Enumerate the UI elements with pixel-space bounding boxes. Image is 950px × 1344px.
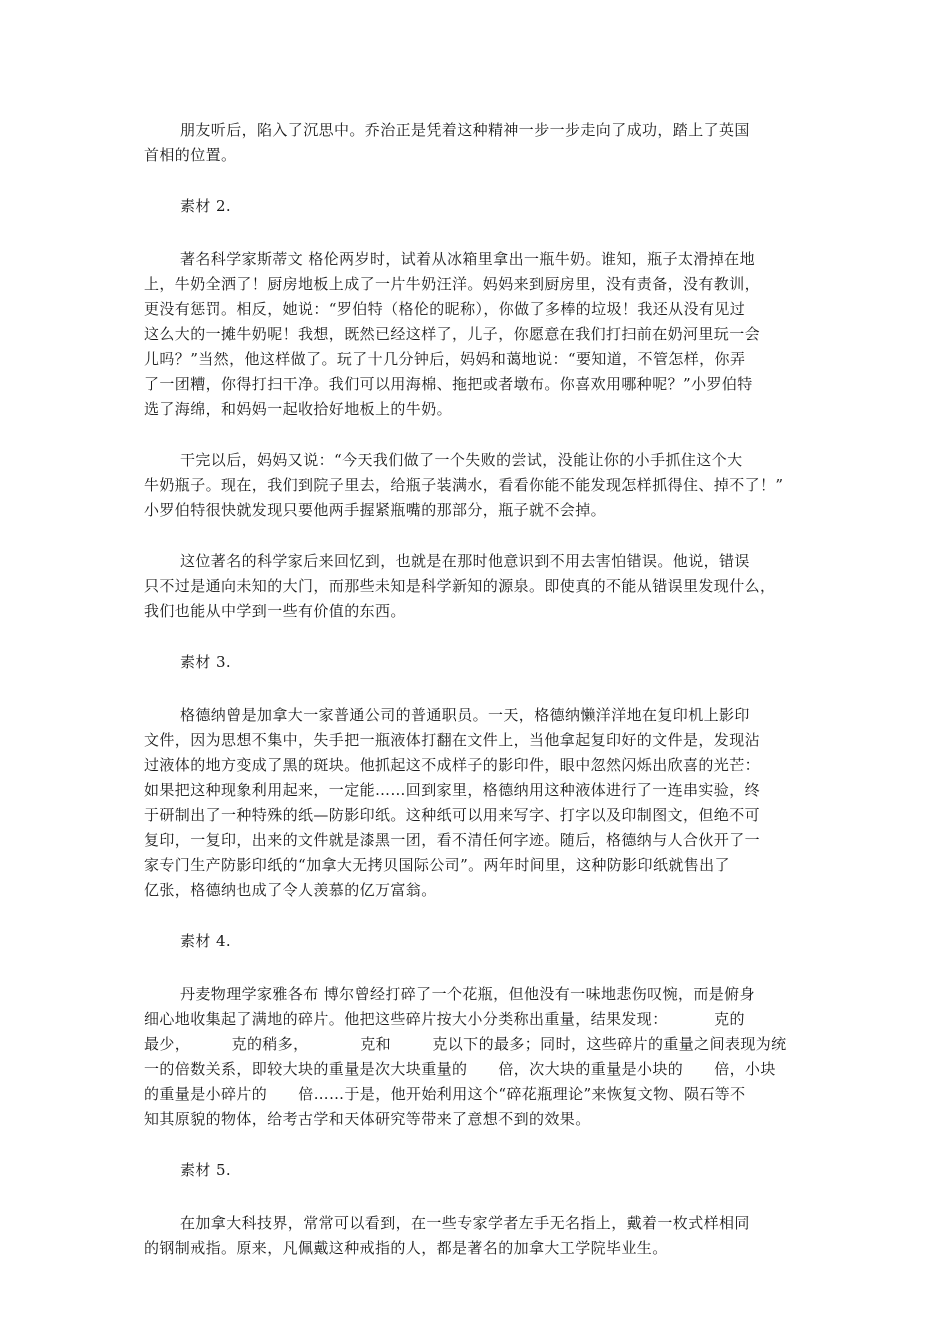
text-line: 我们也能从中学到一些有价值的东西。 — [144, 602, 406, 620]
paragraph-scientist-recollection — [144, 549, 806, 624]
section-heading-material-5: 素材 5. — [180, 1161, 232, 1179]
text-line: 过液体的地方变成了黑的斑块。他抓起这不成样子的影印件，眼中忽然闪烁出欣喜的光芒： — [144, 756, 761, 774]
text-line: 的重量是小碎片的 倍……于是，他开始利用这个“碎花瓶理论”来恢复文物、陨石等不 — [144, 1085, 746, 1103]
paragraph-steel-ring — [144, 1211, 806, 1261]
text-line: 于研制出了一种特殊的纸—防影印纸。这种纸可以用来写字、打字以及印制图文，但绝不可 — [144, 806, 761, 824]
text-line: 复印，一复印，出来的文件就是漆黑一团，看不清任何字迹。随后，格德纳与人合伙开了一 — [144, 831, 761, 849]
text-line: 这么大的一摊牛奶呢！我想，既然已经这样了，儿子，你愿意在我们打扫前在奶河里玩一会 — [144, 325, 761, 343]
text-line: 干完以后，妈妈又说：“今天我们做了一个失败的尝试，没能让你的小手抓住这个大 — [180, 451, 743, 469]
paragraph-anti-copy-paper — [144, 703, 806, 903]
text-line: 丹麦物理学家雅各布 博尔曾经打碎了一个花瓶，但他没有一味地悲伤叹惋，而是俯身 — [180, 985, 755, 1003]
text-line: 最少， 克的稍多， 克和 克以下的最多；同时，这些碎片的重量之间表现为统 — [144, 1035, 787, 1053]
text-line: 上，牛奶全洒了！厨房地板上成了一片牛奶汪洋。妈妈来到厨房里，没有责备，没有教训， — [144, 275, 761, 293]
text-line: 文件，因为思想不集中，失手把一瓶液体打翻在文件上，当他拿起复印好的文件是，发现沾 — [144, 731, 761, 749]
text-line: 如果把这种现象利用起来，一定能……回到家里，格德纳用这种液体进行了一连串实验，终 — [144, 781, 761, 799]
text-line: 在加拿大科技界，常常可以看到，在一些专家学者左手无名指上，戴着一枚式样相同 — [180, 1214, 750, 1232]
text-line: 这位著名的科学家后来回忆到，也就是在那时他意识到不用去害怕错误。他说，错误 — [180, 552, 750, 570]
document-page — [144, 118, 806, 1287]
paragraph-george-conclusion — [144, 118, 806, 168]
paragraph-broken-vase-theory — [144, 982, 806, 1132]
text-line: 只不过是通向未知的大门，而那些未知是科学新知的源泉。即使真的不能从错误里发现什么， — [144, 577, 776, 595]
text-line: 朋友听后，陷入了沉思中。乔治正是凭着这种精神一步一步走向了成功，踏上了英国 — [180, 121, 750, 139]
text-line: 细心地收集起了满地的碎片。他把这些碎片按大小分类称出重量，结果发现： 克的 — [144, 1010, 745, 1028]
text-line: 家专门生产防影印纸的“加拿大无拷贝国际公司”。两年时间里，这种防影印纸就售出了 — [144, 856, 730, 874]
text-line: 首相的位置。 — [144, 146, 237, 164]
text-line: 格德纳曾是加拿大一家普通公司的普通职员。一天，格德纳懒洋洋地在复印机上影印 — [180, 706, 750, 724]
text-line: 牛奶瓶子。现在，我们到院子里去，给瓶子装满水，看看你能不能发现怎样抓得住、掉不了！” — [144, 476, 784, 494]
paragraph-milk-story — [144, 247, 806, 422]
paragraph-bottle-lesson — [144, 448, 806, 523]
text-line: 小罗伯特很快就发现只要他两手握紧瓶嘴的那部分，瓶子就不会掉。 — [144, 501, 607, 519]
text-line: 了一团糟，你得打扫干净。我们可以用海棉、拖把或者墩布。你喜欢用哪种呢？”小罗伯特 — [144, 375, 753, 393]
text-line: 的钢制戒指。原来，凡佩戴这种戒指的人，都是著名的加拿大工学院毕业生。 — [144, 1239, 668, 1257]
section-heading-material-3: 素材 3. — [180, 653, 232, 671]
section-heading-material-2: 素材 2. — [180, 197, 232, 215]
text-line: 一的倍数关系，即较大块的重量是次大块重量的 倍，次大块的重量是小块的 倍，小块 — [144, 1060, 776, 1078]
text-line: 选了海绵，和妈妈一起收拾好地板上的牛奶。 — [144, 400, 453, 418]
text-line: 知其原貌的物体，给考古学和天体研究等带来了意想不到的效果。 — [144, 1110, 591, 1128]
text-line: 著名科学家斯蒂文 格伦两岁时，试着从冰箱里拿出一瓶牛奶。谁知，瓶子太滑掉在地 — [180, 250, 755, 268]
text-line: 亿张，格德纳也成了令人羡慕的亿万富翁。 — [144, 881, 437, 899]
text-line: 儿吗？”当然，他这样做了。玩了十几分钟后，妈妈和蔼地说：“要知道，不管怎样，你弄 — [144, 350, 746, 368]
section-heading-material-4: 素材 4. — [180, 932, 232, 950]
text-line: 更没有惩罚。相反，她说：“罗伯特（格伦的昵称），你做了多棒的垃圾！我还从没有见过 — [144, 300, 746, 318]
